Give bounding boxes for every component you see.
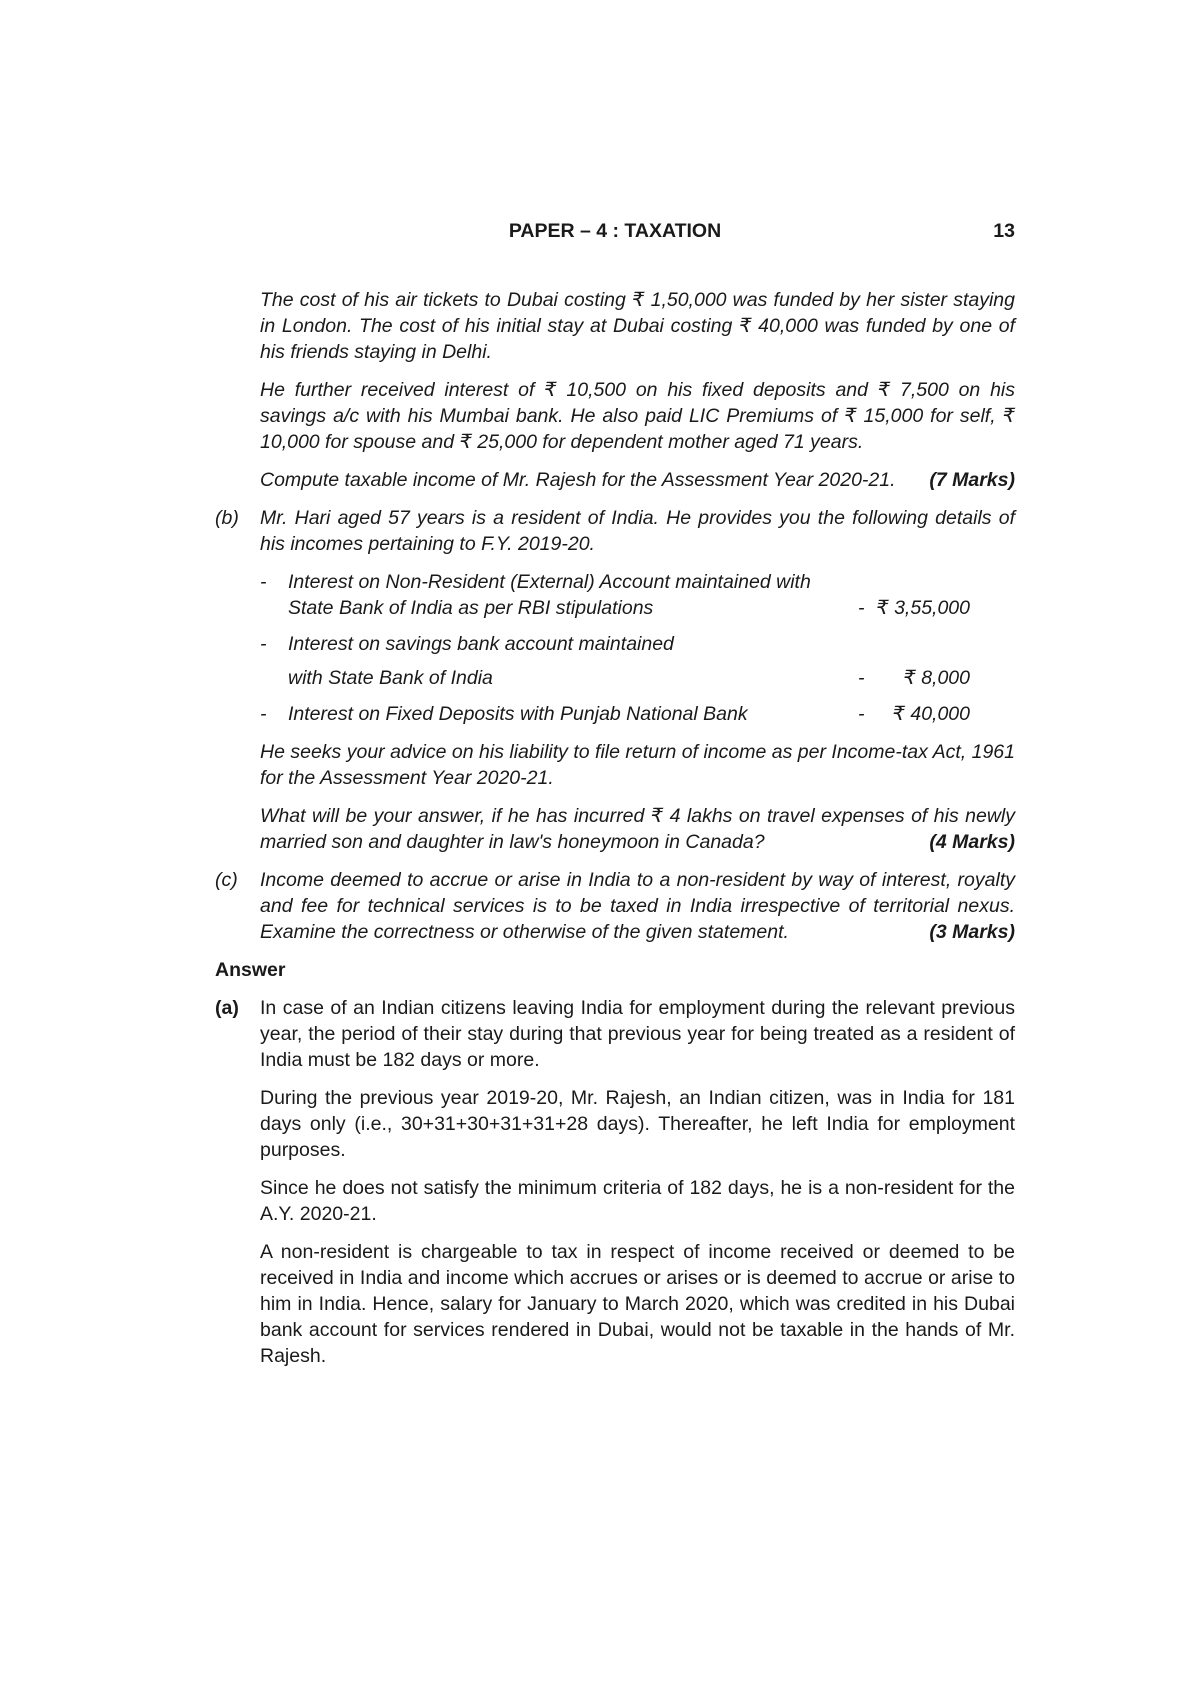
question-b-label: (b) <box>215 507 239 529</box>
question-a-marks: (7 Marks) <box>929 469 1015 491</box>
paper-title: PAPER – 4 : TAXATION <box>508 220 722 242</box>
list-dash: - <box>260 571 267 593</box>
answer-a-paragraph-3: Since he does not satisfy the minimum criteria of 182 days, he is a non-resident for the A.Y. 2020-21. <box>260 1177 1015 1225</box>
question-a-paragraph-1: The cost of his air tickets to Dubai costing ₹ 1,50,000 was funded by her sister staying in London. The cost of his initial stay at Dubai costing ₹ 40,000 was funded by one of his friends staying in Delhi. <box>260 289 1015 363</box>
answer-a <box>215 995 1015 1073</box>
question-b-marks: (4 Marks) <box>929 831 1015 853</box>
income-item-savings-line2: with State Bank of India <box>288 667 493 689</box>
running-header <box>215 218 1015 244</box>
question-a-compute-text: Compute taxable income of Mr. Rajesh for the Assessment Year 2020-21. <box>260 469 896 491</box>
income-item-fd <box>260 701 970 727</box>
answer-a-label: (a) <box>215 997 239 1019</box>
answer-a-paragraph-2: During the previous year 2019-20, Mr. Rajesh, an Indian citizen, was in India for 181 days only (i.e., 30+31+30+31+31+28 days). Thereafter, he left India for employment purposes. <box>260 1087 1015 1161</box>
income-item-fd-text: Interest on Fixed Deposits with Punjab National Bank <box>288 703 748 725</box>
question-b-question-text: What will be your answer, if he has incurred ₹ 4 lakhs on travel expenses of his newly married son and daughter in law's honeymoon in Canada? <box>260 805 1015 853</box>
question-c-label: (c) <box>215 869 238 891</box>
income-item-savings-amount: ₹ 8,000 <box>903 667 970 689</box>
question-c-text: Income deemed to accrue or arise in India to a non-resident by way of interest, royalty and fee for technical services is to be taxed in India irrespective of territorial nexus. Examine the correctness or otherwise of the given statement. <box>260 869 1015 943</box>
list-dash: - <box>260 703 267 725</box>
list-dash: - <box>260 633 267 655</box>
income-item-savings-line1: Interest on savings bank account maintained <box>288 633 674 655</box>
answer-a-paragraph-4: A non-resident is chargeable to tax in respect of income received or deemed to be received in India and income which accrues or arises or is deemed to accrue or arise to him in India. Hence, salary for January to March 2020, which was credited in his Dubai bank account for services rendered in Dubai, would not be taxable in the hands of Mr. Rajesh. <box>260 1241 1015 1367</box>
amount-separator: - <box>858 597 865 619</box>
amount-separator: - <box>858 703 865 725</box>
question-b-question <box>260 803 1015 855</box>
question-a-paragraph-2: He further received interest of ₹ 10,500 on his fixed deposits and ₹ 7,500 on his savings a/c with his Mumbai bank. He also paid LIC Premiums of ₹ 15,000 for self, ₹ 10,000 for spouse and ₹ 25,000 for dependent mother aged 71 years. <box>260 379 1015 453</box>
page-content <box>215 287 1015 1381</box>
income-item-nre-amount: ₹ 3,55,000 <box>876 597 970 619</box>
page-number: 13 <box>993 220 1015 242</box>
income-list <box>260 569 970 727</box>
income-item-nre-line2: State Bank of India as per RBI stipulations <box>288 597 654 619</box>
income-item-nre-line1: Interest on Non-Resident (External) Account maintained with <box>288 571 811 593</box>
answer-heading: Answer <box>215 959 286 981</box>
question-c-marks: (3 Marks) <box>929 921 1015 943</box>
amount-separator: - <box>858 667 865 689</box>
question-c <box>215 867 1015 945</box>
income-item-fd-amount: ₹ 40,000 <box>892 703 970 725</box>
question-b-intro: Mr. Hari aged 57 years is a resident of India. He provides you the following details of his incomes pertaining to F.Y. 2019-20. <box>260 507 1015 555</box>
question-b-advice: He seeks your advice on his liability to file return of income as per Income-tax Act, 1961 for the Assessment Year 2020-21. <box>260 741 1015 789</box>
answer-a-paragraph-1: In case of an Indian citizens leaving India for employment during the relevant previous year, the period of their stay during that previous year for being treated as a resident of India must be 182 days or more. <box>260 997 1015 1071</box>
income-item-savings <box>260 631 970 691</box>
income-item-nre <box>260 569 970 621</box>
question-a-compute-line <box>260 467 1015 493</box>
question-b <box>215 505 1015 557</box>
